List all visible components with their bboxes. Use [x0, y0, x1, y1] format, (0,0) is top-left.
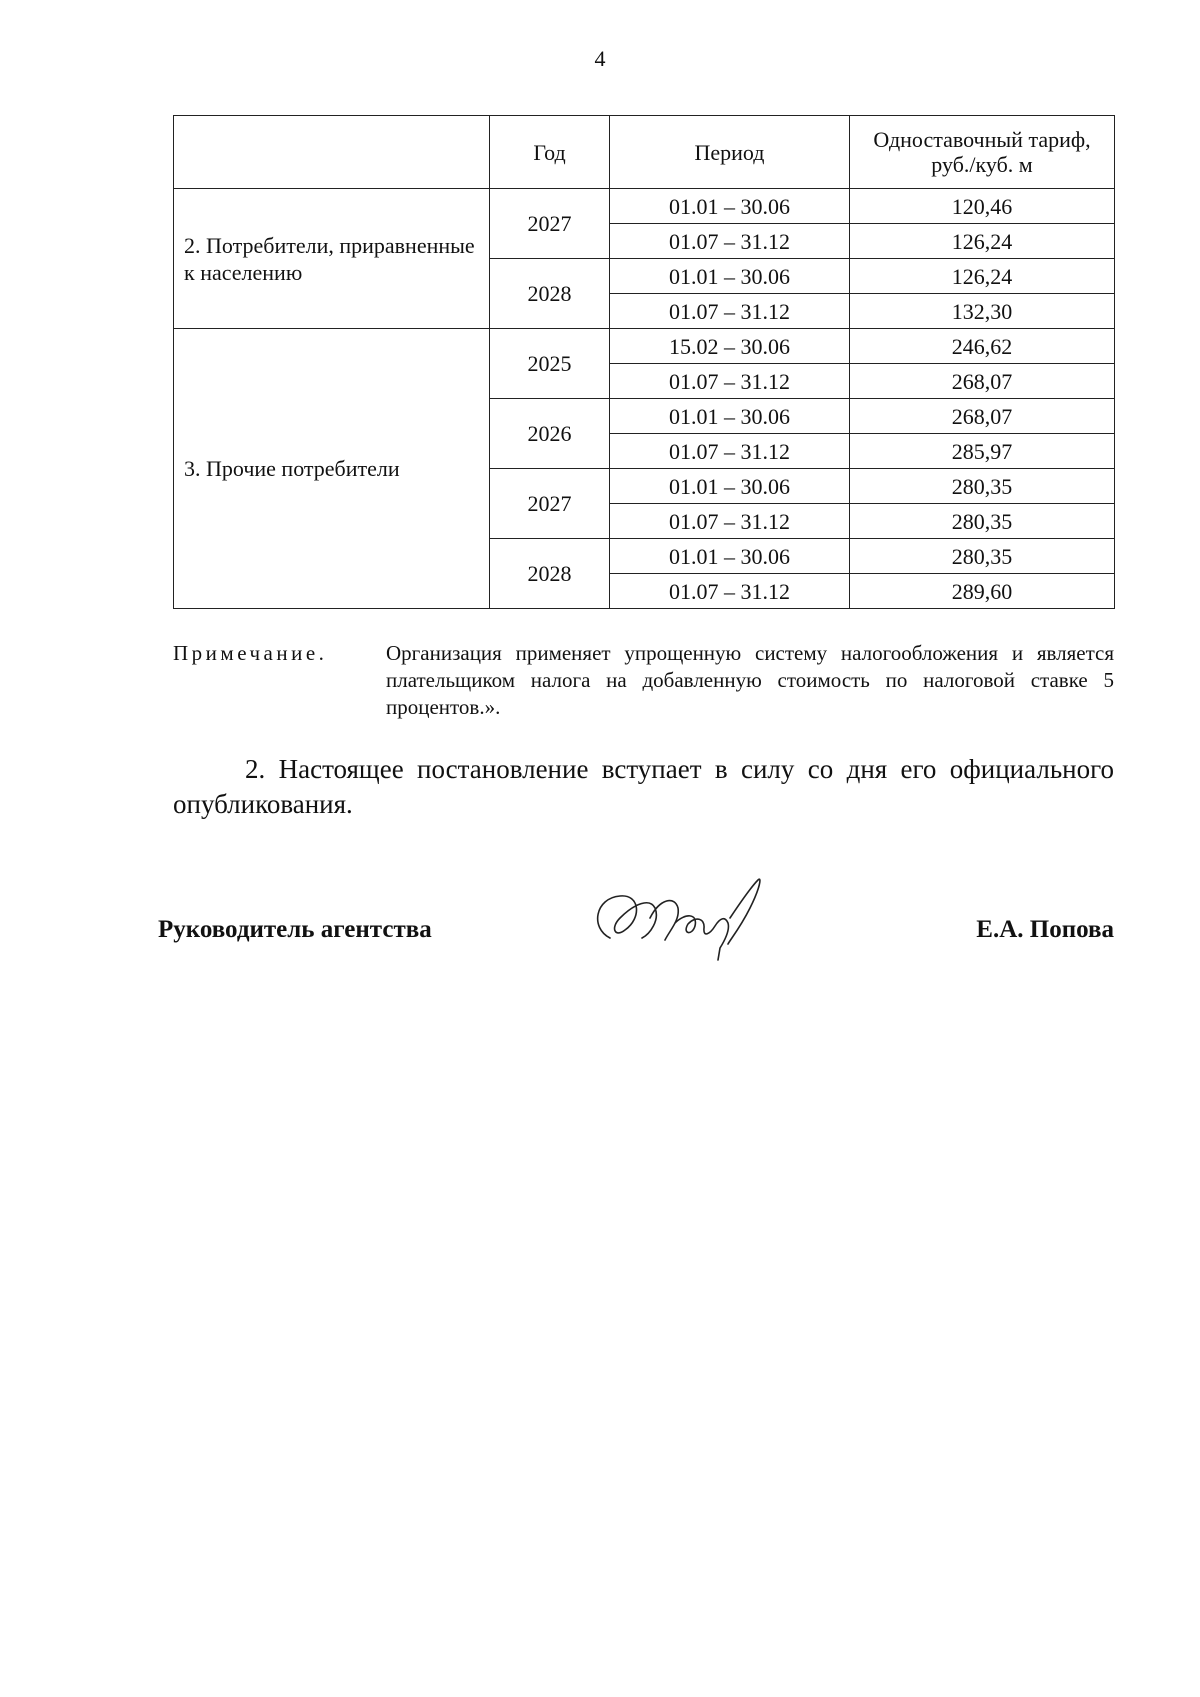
tariff-cell: 126,24 [850, 259, 1115, 294]
tariff-table [173, 115, 1115, 609]
tariff-cell: 268,07 [850, 399, 1115, 434]
year-cell: 2027 [490, 189, 610, 259]
year-cell: 2028 [490, 539, 610, 609]
tariff-cell: 285,97 [850, 434, 1115, 469]
period-cell: 01.07 – 31.12 [610, 434, 850, 469]
header-category [174, 116, 490, 189]
year-cell: 2025 [490, 329, 610, 399]
period-cell: 01.01 – 30.06 [610, 469, 850, 504]
resolution-paragraph: 2. Настоящее постановление вступает в силу со дня его официального опубликования. [173, 754, 1114, 819]
header-period: Период [610, 116, 850, 189]
table-header-row [174, 116, 1115, 189]
signatory-title: Руководитель агентства [158, 916, 432, 943]
period-cell: 01.07 – 31.12 [610, 574, 850, 609]
tariff-cell: 280,35 [850, 504, 1115, 539]
table-row [174, 329, 1115, 364]
tariff-cell: 132,30 [850, 294, 1115, 329]
handwritten-signature-icon [580, 868, 780, 968]
consumer-group-cell: 2. Потребители, приравненные к населению [174, 189, 490, 329]
tariff-table-body [174, 189, 1115, 609]
consumer-group-cell: 3. Прочие потребители [174, 329, 490, 609]
note-text: Организация применяет упрощенную систему налогообложения и является плательщиком налога на добавленную стоимость по налоговой ставке 5 процентов.». [386, 641, 1114, 719]
note-label: Примечание. [173, 641, 328, 665]
year-cell: 2028 [490, 259, 610, 329]
tariff-cell: 120,46 [850, 189, 1115, 224]
header-year: Год [490, 116, 610, 189]
page-number: 4 [594, 46, 606, 71]
period-cell: 01.07 – 31.12 [610, 294, 850, 329]
period-cell: 01.01 – 30.06 [610, 189, 850, 224]
period-cell: 15.02 – 30.06 [610, 329, 850, 364]
year-cell: 2027 [490, 469, 610, 539]
period-cell: 01.01 – 30.06 [610, 399, 850, 434]
tariff-cell: 268,07 [850, 364, 1115, 399]
tariff-cell: 126,24 [850, 224, 1115, 259]
tariff-cell: 246,62 [850, 329, 1115, 364]
period-cell: 01.07 – 31.12 [610, 364, 850, 399]
period-cell: 01.07 – 31.12 [610, 224, 850, 259]
table-row [174, 189, 1115, 224]
signatory-name: Е.А. Попова [976, 916, 1114, 943]
header-tariff: Одноставочный тариф, руб./куб. м [850, 116, 1115, 189]
period-cell: 01.01 – 30.06 [610, 539, 850, 574]
period-cell: 01.07 – 31.12 [610, 504, 850, 539]
tariff-cell: 280,35 [850, 539, 1115, 574]
tariff-cell: 280,35 [850, 469, 1115, 504]
year-cell: 2026 [490, 399, 610, 469]
period-cell: 01.01 – 30.06 [610, 259, 850, 294]
tariff-cell: 289,60 [850, 574, 1115, 609]
note [173, 640, 1114, 721]
